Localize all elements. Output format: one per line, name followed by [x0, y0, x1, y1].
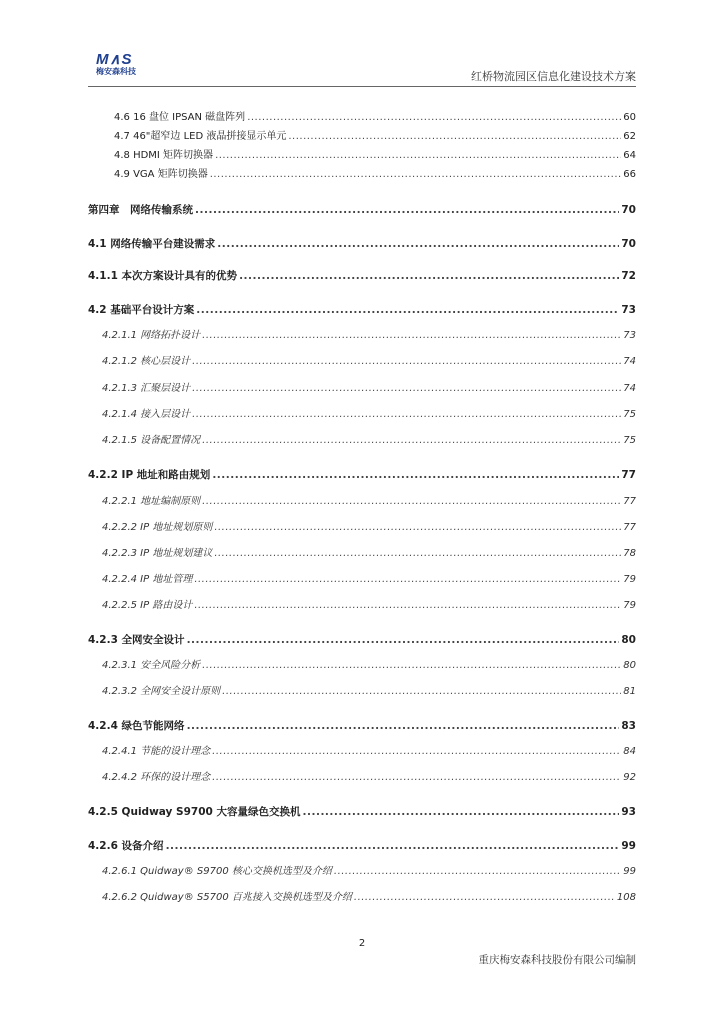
toc-entry[interactable]	[88, 268, 636, 284]
toc-entry-page: 70	[621, 204, 636, 216]
toc-entry-label: 4.2.1.2 核心层设计	[102, 356, 191, 367]
toc-entry[interactable]	[88, 632, 636, 648]
toc-leader-dots	[215, 148, 621, 164]
toc-entry-page: 75	[623, 435, 636, 446]
toc-entry-label: 4.2.3.2 全网安全设计原则	[102, 686, 221, 697]
toc-entry[interactable]	[88, 467, 636, 483]
toc-entry[interactable]	[88, 202, 636, 218]
toc-entry-label: 4.2.4 绿色节能网络	[88, 720, 185, 732]
toc-leader-dots	[354, 890, 615, 906]
toc-leader-dots	[212, 770, 621, 786]
toc-entry-page: 99	[623, 866, 636, 877]
toc-entry[interactable]	[102, 328, 636, 344]
toc-entry-label: 4.2.6.2 Quidway® S5700 百兆接入交换机选型及介绍	[102, 892, 352, 903]
toc-leader-dots	[195, 202, 619, 218]
footer-publisher: 重庆梅安森科技股份有限公司编制	[478, 954, 636, 966]
toc-entry-label: 4.2.2.3 IP 地址规划建议	[102, 548, 213, 559]
toc-entry-page: 73	[623, 330, 636, 341]
toc-entry-page: 108	[616, 892, 636, 903]
toc-entry-page: 79	[623, 574, 636, 585]
toc-entry-label: 4.1 网络传输平台建设需求	[88, 238, 216, 250]
toc-entry-label: 4.2.2.1 地址编制原则	[102, 496, 201, 507]
company-logo	[96, 52, 144, 82]
toc-leader-dots	[210, 167, 622, 183]
toc-entry-page: 60	[623, 112, 636, 123]
toc-entry[interactable]	[102, 494, 636, 510]
toc-leader-dots	[192, 354, 621, 370]
toc-leader-dots	[222, 684, 621, 700]
toc-entry-label: 4.2 基础平台设计方案	[88, 304, 195, 316]
toc-entry-label: 4.2.1.5 设备配置情况	[102, 435, 201, 446]
toc-leader-dots	[192, 381, 621, 397]
toc-leader-dots	[288, 129, 621, 145]
page-number: 2	[358, 938, 366, 949]
toc-entry-page: 74	[623, 356, 636, 367]
toc-leader-dots	[247, 110, 621, 126]
toc-entry[interactable]	[88, 302, 636, 318]
toc-entry[interactable]	[88, 236, 636, 252]
toc-entry-page: 92	[623, 772, 636, 783]
toc-entry[interactable]	[102, 658, 636, 674]
toc-entry-page: 74	[623, 383, 636, 394]
toc-entry[interactable]	[102, 546, 636, 562]
toc-entry-page: 62	[623, 131, 636, 142]
toc-leader-dots	[202, 658, 621, 674]
toc-leader-dots	[334, 864, 621, 880]
toc-entry-label: 4.2.4.2 环保的设计理念	[102, 772, 211, 783]
toc-leader-dots	[212, 744, 621, 760]
toc-entry-page: 70	[621, 238, 636, 250]
toc-entry[interactable]	[114, 110, 636, 126]
document-title: 红桥物流园区信息化建设技术方案	[471, 70, 636, 83]
toc-entry-page: 80	[623, 660, 636, 671]
toc-entry-page: 66	[623, 169, 636, 180]
toc-leader-dots	[214, 520, 621, 536]
toc-leader-dots	[187, 718, 620, 734]
toc-entry[interactable]	[88, 718, 636, 734]
toc-entry[interactable]	[102, 354, 636, 370]
toc-entry-label: 4.9 VGA 矩阵切换器	[114, 169, 208, 180]
toc-entry-page: 72	[621, 270, 636, 282]
toc-entry-label: 4.2.2.4 IP 地址管理	[102, 574, 193, 585]
toc-entry[interactable]	[114, 167, 636, 183]
toc-entry-label: 4.2.6 设备介绍	[88, 840, 164, 852]
toc-entry-page: 77	[621, 469, 636, 481]
toc-leader-dots	[187, 632, 620, 648]
toc-entry-page: 77	[623, 522, 636, 533]
toc-entry-label: 4.2.1.4 接入层设计	[102, 409, 191, 420]
toc-entry-page: 78	[623, 548, 636, 559]
toc-leader-dots	[302, 804, 619, 820]
toc-entry-page: 79	[623, 600, 636, 611]
toc-entry-label: 4.6 16 盘位 IPSAN 磁盘阵列	[114, 112, 246, 123]
toc-entry[interactable]	[102, 744, 636, 760]
toc-entry-label: 4.2.3.1 安全风险分析	[102, 660, 201, 671]
toc-leader-dots	[239, 268, 619, 284]
toc-leader-dots	[196, 302, 619, 318]
toc-entry[interactable]	[114, 148, 636, 164]
toc-entry[interactable]	[102, 407, 636, 423]
toc-entry[interactable]	[102, 864, 636, 880]
toc-entry[interactable]	[102, 520, 636, 536]
logo-subtitle: 梅安森科技	[96, 67, 136, 76]
toc-entry-label: 4.2.4.1 节能的设计理念	[102, 746, 211, 757]
toc-entry[interactable]	[102, 890, 636, 906]
toc-entry[interactable]	[102, 572, 636, 588]
toc-leader-dots	[202, 494, 621, 510]
toc-entry-label: 4.8 HDMI 矩阵切换器	[114, 150, 214, 161]
toc-leader-dots	[192, 407, 621, 423]
toc-leader-dots	[202, 433, 621, 449]
toc-entry-page: 99	[621, 840, 636, 852]
toc-leader-dots	[194, 572, 621, 588]
toc-entry[interactable]	[102, 433, 636, 449]
toc-entry[interactable]	[114, 129, 636, 145]
toc-entry-label: 4.2.3 全网安全设计	[88, 634, 185, 646]
toc-entry-label: 4.7 46"超窄边 LED 液晶拼接显示单元	[114, 131, 287, 142]
toc-entry-label: 4.2.2.2 IP 地址规划原则	[102, 522, 213, 533]
header-divider	[88, 86, 636, 87]
toc-entry-label: 4.1.1 本次方案设计具有的优势	[88, 270, 238, 282]
toc-entry-page: 75	[623, 409, 636, 420]
toc-entry[interactable]	[102, 770, 636, 786]
toc-entry-page: 93	[621, 806, 636, 818]
toc-entry-page: 84	[623, 746, 636, 757]
toc-entry[interactable]	[102, 598, 636, 614]
toc-entry-label: 4.2.1.3 汇聚层设计	[102, 383, 191, 394]
toc-entry-page: 80	[621, 634, 636, 646]
toc-leader-dots	[212, 467, 619, 483]
toc-leader-dots	[166, 838, 620, 854]
toc-entry-label: 4.2.6.1 Quidway® S9700 核心交换机选型及介绍	[102, 866, 332, 877]
toc-leader-dots	[194, 598, 621, 614]
toc-entry-label: 4.2.5 Quidway S9700 大容量绿色交换机	[88, 806, 301, 818]
toc-leader-dots	[202, 328, 621, 344]
toc-entry-page: 64	[623, 150, 636, 161]
toc-leader-dots	[214, 546, 621, 562]
toc-entry-page: 83	[621, 720, 636, 732]
toc-entry[interactable]	[102, 381, 636, 397]
toc-entry[interactable]	[88, 804, 636, 820]
toc-leader-dots	[217, 236, 619, 252]
toc-entry-label: 4.2.1.1 网络拓扑设计	[102, 330, 201, 341]
logo-mark: M∧S	[96, 51, 133, 68]
toc-entry[interactable]	[88, 838, 636, 854]
toc-entry-page: 73	[621, 304, 636, 316]
toc-entry-page: 77	[623, 496, 636, 507]
toc-entry-label: 4.2.2 IP 地址和路由规划	[88, 469, 211, 481]
toc-entry-label: 4.2.2.5 IP 路由设计	[102, 600, 193, 611]
toc-entry-page: 81	[623, 686, 636, 697]
toc-entry-label: 第四章 网络传输系统	[88, 204, 193, 216]
toc-entry[interactable]	[102, 684, 636, 700]
